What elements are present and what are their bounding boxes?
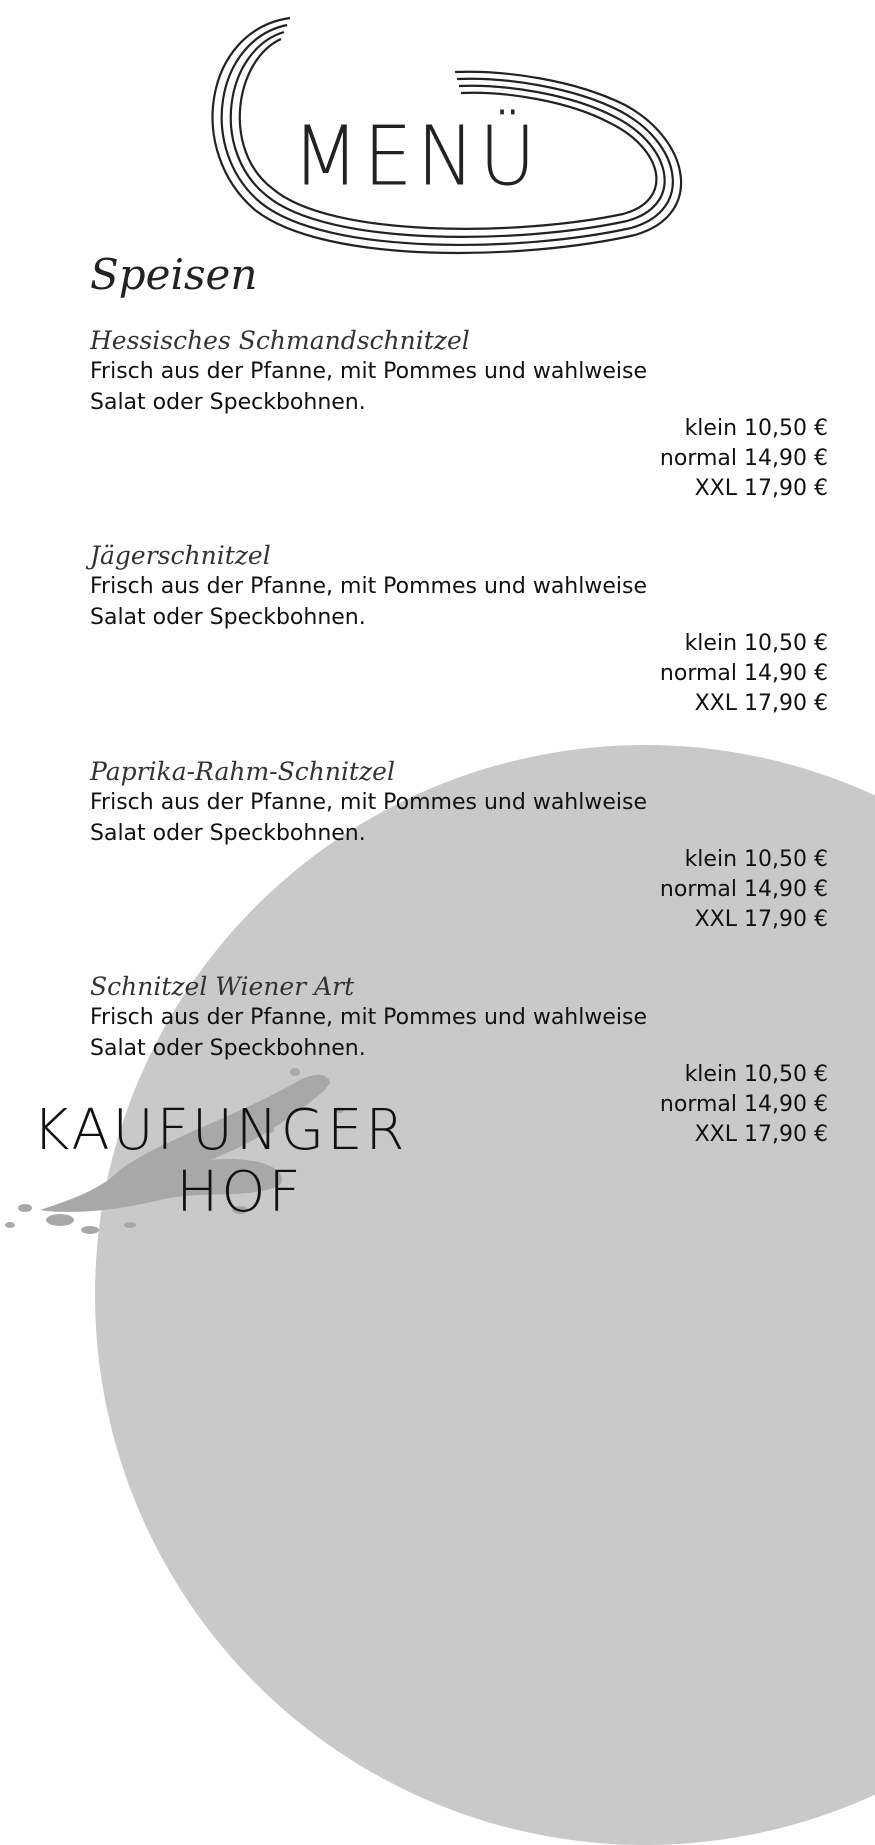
price-value: 14,90 €: [744, 446, 828, 471]
price-size: XXL: [694, 691, 738, 716]
item-name: Jägerschnitzel: [90, 541, 271, 570]
price-list: [660, 414, 828, 504]
item-description: [90, 1002, 690, 1064]
item-description-line: Salat oder Speckbohnen.: [90, 605, 366, 630]
price-value: 14,90 €: [744, 661, 828, 686]
item-description-line: Salat oder Speckbohnen.: [90, 1036, 366, 1061]
price-size: klein: [684, 631, 738, 656]
price-size: normal: [659, 1092, 738, 1117]
item-description-line: Frisch aus der Pfanne, mit Pommes und wahlweise: [90, 359, 647, 384]
price-value: 10,50 €: [744, 847, 828, 872]
price-size: normal: [659, 446, 738, 471]
price-size: klein: [684, 416, 738, 441]
item-description: [90, 787, 690, 849]
price-row-xxl: [660, 474, 828, 504]
item-description: [90, 356, 690, 418]
price-row-klein: [660, 414, 828, 444]
price-row-xxl: [660, 905, 828, 935]
price-size: XXL: [694, 1122, 738, 1147]
price-value: 17,90 €: [744, 907, 828, 932]
item-name: Paprika-Rahm-Schnitzel: [90, 757, 395, 786]
price-row-normal: [660, 1090, 828, 1120]
brand-logo-text: [25, 1100, 415, 1224]
price-row-xxl: [660, 689, 828, 719]
price-size: klein: [684, 1062, 738, 1087]
section-title-speisen: Speisen: [90, 250, 258, 299]
price-row-normal: [660, 659, 828, 689]
item-description-line: Frisch aus der Pfanne, mit Pommes und wahlweise: [90, 790, 647, 815]
price-value: 10,50 €: [744, 416, 828, 441]
brand-name-line2: HOF: [176, 1160, 304, 1225]
price-list: [660, 845, 828, 935]
item-name: Schnitzel Wiener Art: [90, 972, 355, 1001]
price-row-normal: [660, 444, 828, 474]
price-size: normal: [659, 877, 738, 902]
brand-name-line1: KAUFUNGER: [32, 1098, 408, 1163]
price-value: 14,90 €: [744, 1092, 828, 1117]
price-value: 10,50 €: [744, 631, 828, 656]
price-size: XXL: [694, 907, 738, 932]
price-size: normal: [659, 661, 738, 686]
item-name: Hessisches Schmandschnitzel: [90, 326, 470, 355]
price-row-normal: [660, 875, 828, 905]
item-description-line: Frisch aus der Pfanne, mit Pommes und wahlweise: [90, 574, 647, 599]
price-row-xxl: [660, 1120, 828, 1150]
price-size: klein: [684, 847, 738, 872]
price-value: 10,50 €: [744, 1062, 828, 1087]
price-list: [660, 629, 828, 719]
menu-title: MENÜ: [292, 109, 541, 205]
item-description-line: Frisch aus der Pfanne, mit Pommes und wahlweise: [90, 1005, 647, 1030]
item-description-line: Salat oder Speckbohnen.: [90, 390, 366, 415]
price-list: [660, 1060, 828, 1150]
price-value: 17,90 €: [744, 691, 828, 716]
item-description-line: Salat oder Speckbohnen.: [90, 821, 366, 846]
item-description: [90, 571, 690, 633]
price-row-klein: [660, 629, 828, 659]
price-row-klein: [660, 845, 828, 875]
price-row-klein: [660, 1060, 828, 1090]
price-value: 14,90 €: [744, 877, 828, 902]
price-value: 17,90 €: [744, 1122, 828, 1147]
price-size: XXL: [694, 476, 738, 501]
price-value: 17,90 €: [744, 476, 828, 501]
